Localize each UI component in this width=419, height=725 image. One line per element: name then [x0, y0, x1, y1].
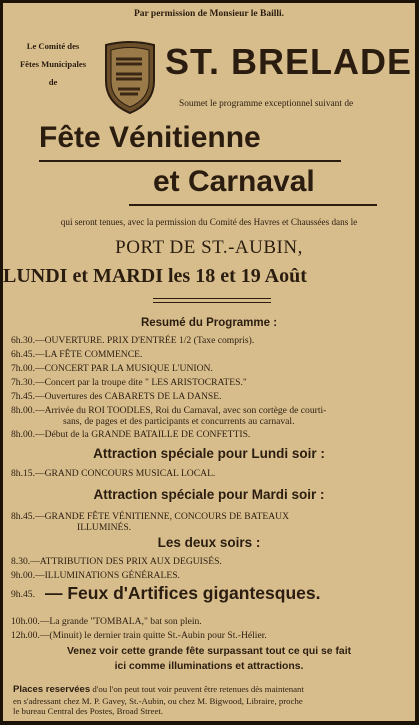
late-item: 10h.00.—La grande "TOMBALA," bat son plein. — [11, 616, 202, 627]
port-name: PORT DE ST.-AUBIN, — [115, 237, 303, 258]
footer-bold: Places reservées — [13, 684, 91, 695]
event-rule-1 — [39, 160, 341, 162]
committee-line-2: Fêtes Municipales — [19, 59, 87, 69]
tuesday-item-continuation: ILLUMINÉS. — [77, 522, 132, 533]
permission-line: Par permission de Monsieur le Bailli. — [133, 9, 285, 19]
both-nights-item: 8.30.—ATTRIBUTION DES PRIX AUX DEGUISÉS. — [11, 556, 222, 567]
closing-line-1: Venez voir cette grande fête surpassant tout ce qui se fait — [66, 646, 352, 657]
committee-line-1: Le Comité des — [26, 41, 80, 51]
footer-line-2: en s'adressant chez M. P. Gavey, St.-Aubin, ou chez M. Bigwood, Libraire, proche — [13, 695, 303, 706]
fireworks-text: — Feux d'Artifices gigantesques. — [45, 583, 321, 603]
programme-item: 7h.00.—CONCERT PAR LA MUSIQUE L'UNION. — [11, 363, 213, 374]
footer-line-3: le bureau Central des Postes, Broad Street. — [13, 706, 163, 716]
divider-rule-2 — [153, 302, 271, 303]
tuesday-heading: Attraction spéciale pour Mardi soir : — [93, 487, 325, 502]
event-dates: LUNDI et MARDI les 18 et 19 Août — [3, 265, 307, 287]
poster — [3, 3, 415, 721]
programme-item: 8h.00.—Début de la GRANDE BATAILLE DE CONFETTIS. — [11, 429, 251, 440]
summary-heading: Resumé du Programme : — [140, 317, 278, 329]
event-line-1: Fête Vénitienne — [39, 121, 261, 154]
event-rule-2 — [129, 204, 377, 206]
closing-line-2: ici comme illuminations et attractions. — [114, 661, 304, 672]
fireworks-time: 9h.45. — [11, 589, 35, 600]
title-place: ST. BRELADE — [165, 41, 413, 82]
late-item: 12h.00.—(Minuit) le dernier train quitte St.-Aubin pour St.-Hélier. — [11, 630, 267, 641]
monday-heading: Attraction spéciale pour Lundi soir : — [93, 446, 325, 461]
programme-item: 6h.45.—LA FÊTE COMMENCE. — [11, 349, 143, 360]
title-subtitle: Soumet le programme exceptionnel suivant de — [179, 99, 354, 109]
programme-item: 7h.45.—Ouvertures des CABARETS DE LA DANSE. — [11, 391, 222, 402]
programme-item: 7h.30.—Concert par la troupe dite " LES ARISTOCRATES." — [11, 377, 247, 388]
both-nights-item: 9h.00.—ILLUMINATIONS GÉNÉRALES. — [11, 570, 180, 581]
event-line-2: et Carnaval — [153, 165, 315, 198]
intro-text: qui seront tenues, avec la permission du Comité des Havres et Chaussées dans le — [60, 217, 358, 227]
three-lions-shield-icon — [103, 41, 157, 115]
monday-item: 8h.15.—GRAND CONCOURS MUSICAL LOCAL. — [11, 468, 216, 479]
programme-item-continuation: sans, de pages et des participants et concurrents au carnaval. — [63, 416, 295, 427]
committee-block — [7, 37, 99, 91]
footer-line-1: d'ou l'on peut tout voir peuvent être retenues dès maintenant — [90, 684, 304, 694]
both-nights-heading: Les deux soirs : — [157, 535, 261, 550]
programme-item: 6h.30.—OUVERTURE. PRIX D'ENTRÉE 1/2 (Taxe compris). — [11, 335, 255, 346]
tuesday-item: 8h.45.—GRANDE FÊTE VÉNITIENNE, CONCOURS DE BATEAUX — [11, 511, 290, 522]
divider-rule — [153, 298, 271, 299]
footer-text — [13, 684, 304, 717]
programme-item: 8h.00.—Arrivée du ROI TOODLES, Roi du Carnaval, avec son cortège de courti- — [11, 405, 327, 416]
committee-line-3: de — [48, 77, 58, 87]
